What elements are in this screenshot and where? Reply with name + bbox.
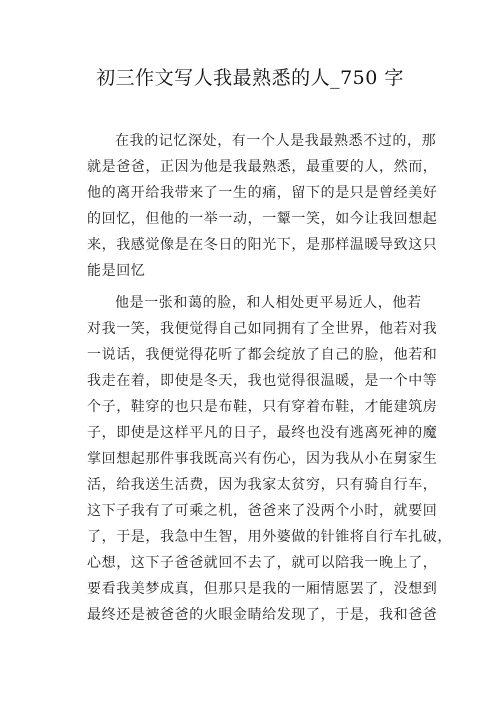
paragraph-2-line-2: 对我一笑，我便觉得自己如同拥有了全世界，他若对我 [87,321,438,337]
paragraph-2-line-12: 要看我美梦成真，但那只是我的一厢情愿罢了，没想到 [87,581,438,597]
paragraph-1-line-3: 他的离开给我带来了一生的痛，留下的是只是曾经美好 [87,185,438,201]
paragraph-2-line-5: 个子，鞋穿的也只是布鞋，只有穿着布鞋，才能建筑房 [87,399,438,415]
paragraph-2-line-13: 最终还是被爸爸的火眼金睛给发现了，于是，我和爸爸 [87,607,438,623]
paragraph-1-line-2: 就是爸爸，正因为他是我最熟悉，最重要的人，然而， [87,159,438,175]
paragraph-2-line-1: 他是一张和蔼的脸，和人相处更平易近人，他若 [115,295,422,311]
paragraph-1-line-6: 能是回忆 [87,263,146,279]
paragraph-1-line-4: 的回忆，但他的一举一动，一颦一笑，如今让我回想起 [87,211,438,227]
document-title: 初三作文写人我最熟悉的人_750 字 [96,67,404,89]
paragraph-2-line-4: 我走在着，即使是冬天，我也觉得很温暖，是一个中等 [87,373,438,389]
paragraph-1-line-5: 来，我感觉像是在冬日的阳光下，是那样温暖导致这只 [87,237,438,253]
paragraph-2-line-9: 这下子我有了可乘之机，爸爸来了没两个小时，就要回 [87,503,438,519]
paragraph-1-line-1: 在我的记忆深处，有一个人是我最熟悉不过的，那 [115,133,437,149]
paragraph-2-line-10: 了，于是，我急中生智，用外婆做的针锥将自行车扎破， [87,529,452,545]
paragraph-2-line-3: 一说话，我便觉得花听了都会绽放了自己的脸，他若和 [87,347,438,363]
paragraph-2-line-8: 活，给我送生活费，因为我家太贫穷，只有骑自行车， [87,477,438,493]
paragraph-2-line-11: 心想，这下子爸爸就回不去了，就可以陪我一晚上了， [87,555,438,571]
paragraph-2-line-7: 掌回想起那件事我既高兴有伤心，因为我从小在舅家生 [87,451,438,467]
document-body [87,128,452,628]
paragraph-2-line-6: 子，即使是这样平凡的日子，最终也没有逃离死神的魔 [87,425,438,441]
